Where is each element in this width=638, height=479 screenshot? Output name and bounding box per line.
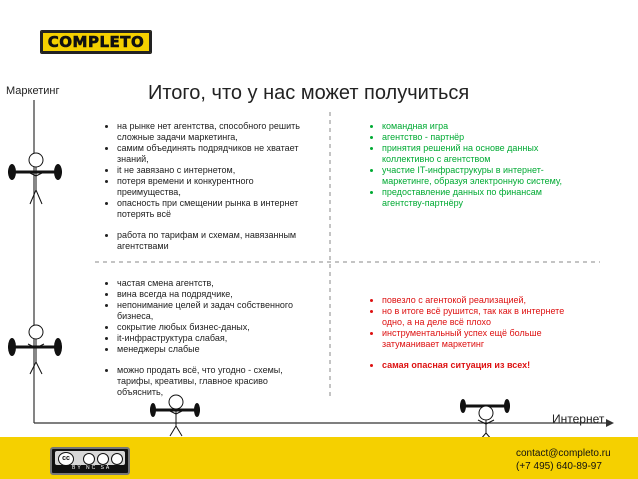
contact-info [516, 447, 611, 473]
quadrant-bottom-left [103, 278, 312, 398]
logo-text: COMPLETO [47, 33, 145, 51]
quadrant-top-left [103, 121, 312, 252]
list-item: • на рынке нет агентства, способного решить сложные задачи маркетинга, [117, 121, 312, 143]
cc-logo-icon: cc [58, 452, 74, 466]
list-item: • самим объединять подрядчиков не хватает знаний, [117, 143, 312, 165]
x-axis-arrow [606, 419, 614, 427]
list-item: • участие IT-инфраструкуры в интернет-маркетинге, образуя электронную систему, [382, 165, 582, 187]
x-axis-label: Интернет [552, 412, 605, 426]
weightlifter-top-icon [8, 153, 62, 204]
weightlifter-xaxis-left-icon [140, 395, 210, 437]
list-item: • потеря времени и конкурентного преимущества, [117, 176, 312, 198]
cc-by-nc-sa-icon[interactable] [50, 447, 130, 475]
list-item: • агентство - партнёр [382, 132, 582, 143]
y-axis-label: Маркетинг [6, 85, 60, 97]
list-item: • вина всегда на подрядчике, [117, 289, 312, 300]
list-item: • но в итоге всё рушится, так как в интернете одно, а на деле всё плохо [382, 306, 582, 328]
list-item: • менеджеры слабые [117, 344, 312, 355]
list-item: • повезло с агентокой реализацией, [382, 295, 582, 306]
list-item: • сокрытие любых бизнес-даных, [117, 322, 312, 333]
list-item: • it не завязано с интернетом, [117, 165, 312, 176]
list-item: • можно продать всё, что угодно - схемы, тарифы, креативы, главное красиво объяснить, [117, 365, 312, 398]
weightlifter-xaxis-right-icon [448, 399, 518, 440]
quadrant-top-right [368, 121, 582, 209]
license-badge-inner [55, 451, 125, 465]
by-icon [83, 453, 95, 465]
list-item: • принятия решений на основе данных коллективно с агентством [382, 143, 582, 165]
weightlifter-bottom-icon [8, 325, 62, 374]
sa-icon [111, 453, 123, 465]
nc-icon [97, 453, 109, 465]
slide-title: Итого, что у нас может получиться [148, 82, 470, 104]
list-item: • инструментальный успех ещё больше затуманивает маркетинг [382, 328, 582, 350]
list-item: • опасность при смещении рынка в интернет потерять всё [117, 198, 312, 220]
list-item: • командная игра [382, 121, 582, 132]
contact-phone: (+7 495) 640-89-97 [516, 461, 602, 472]
list-item: • частая смена агентств, [117, 278, 312, 289]
list-item: • предоставление данных по финансам агентству-партнёру [382, 187, 582, 209]
contact-email[interactable]: contact@completo.ru [516, 448, 611, 459]
list-item: • работа по тарифам и схемам, навязанным агентствами [117, 230, 312, 252]
license-text: BY NC SA [72, 465, 112, 471]
list-item: • непонимание целей и задач собственного бизнеса, [117, 300, 312, 322]
list-item: • it-инфраструктура слабая, [117, 333, 312, 344]
quadrant-bottom-right [368, 295, 582, 371]
list-item: • самая опасная ситуация из всех! [382, 360, 582, 371]
